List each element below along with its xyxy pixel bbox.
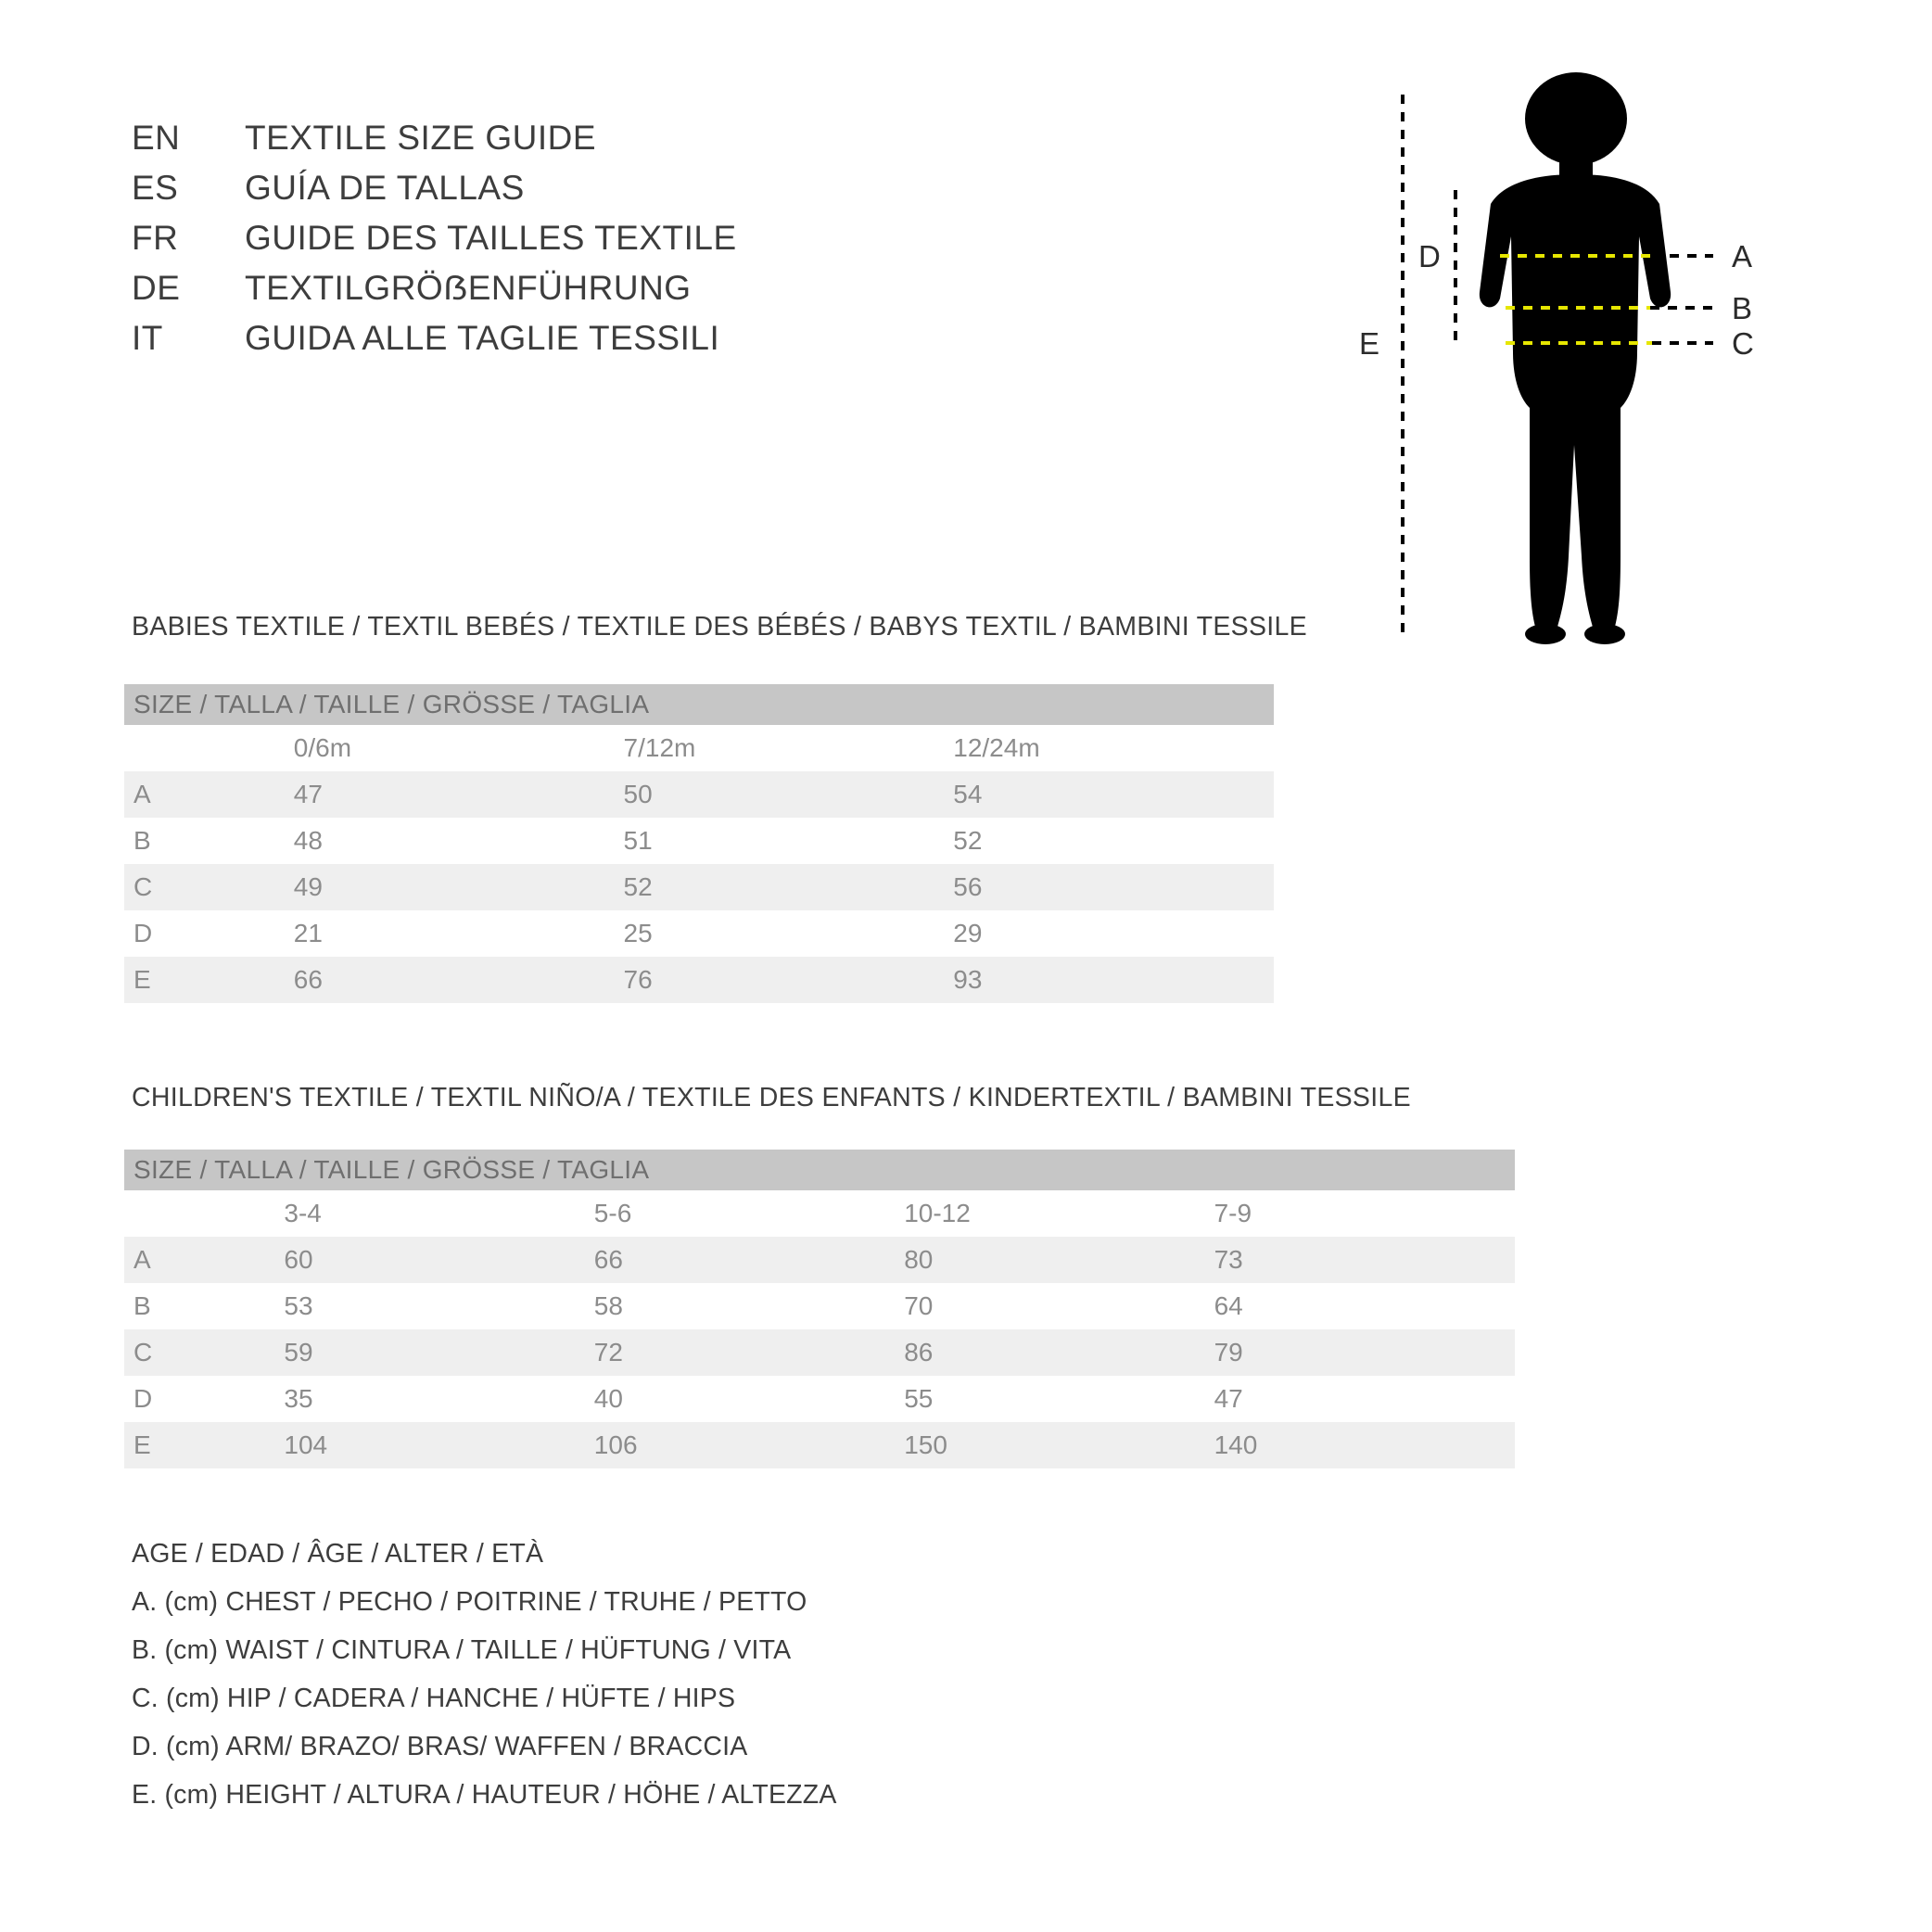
children-row-a-v0: 60 bbox=[274, 1237, 584, 1283]
table-row bbox=[124, 1376, 1515, 1422]
children-row-c-v0: 59 bbox=[274, 1329, 584, 1376]
children-table-header: SIZE / TALLA / TAILLE / GRÖSSE / TAGLIA bbox=[124, 1150, 1515, 1190]
children-size-1: 5-6 bbox=[585, 1190, 895, 1237]
babies-row-b-v0: 48 bbox=[285, 818, 615, 864]
babies-sizes-blank bbox=[124, 725, 285, 771]
children-row-c-v3: 79 bbox=[1205, 1329, 1515, 1376]
table-row bbox=[124, 771, 1274, 818]
children-row-b-v3: 64 bbox=[1205, 1283, 1515, 1329]
babies-row-b-v2: 52 bbox=[944, 818, 1274, 864]
babies-row-e-label: E bbox=[124, 957, 285, 1003]
figure-label-b: B bbox=[1732, 291, 1753, 325]
children-row-a-v1: 66 bbox=[585, 1237, 895, 1283]
children-row-e-v0: 104 bbox=[274, 1422, 584, 1468]
children-sizes-row bbox=[124, 1190, 1515, 1237]
title-lang-es: ES bbox=[132, 169, 179, 207]
figure-label-c: C bbox=[1732, 326, 1754, 361]
children-row-a-v2: 80 bbox=[895, 1237, 1204, 1283]
children-row-b-v2: 70 bbox=[895, 1283, 1204, 1329]
title-text-es: GUÍA DE TALLAS bbox=[245, 169, 525, 207]
figure-label-d: D bbox=[1418, 239, 1441, 273]
children-row-c-label: C bbox=[124, 1329, 274, 1376]
children-size-0: 3-4 bbox=[274, 1190, 584, 1237]
children-row-a-v3: 73 bbox=[1205, 1237, 1515, 1283]
children-size-3: 7-9 bbox=[1205, 1190, 1515, 1237]
legend-line-a: A. (cm) CHEST / PECHO / POITRINE / TRUHE / PETTO bbox=[132, 1587, 807, 1617]
children-section-caption: CHILDREN'S TEXTILE / TEXTIL NIÑO/A / TEXTILE DES ENFANTS / KINDERTEXTIL / BAMBINI TESSILE bbox=[132, 1083, 1411, 1112]
title-lang-it: IT bbox=[132, 319, 163, 357]
babies-row-e-v2: 93 bbox=[944, 957, 1274, 1003]
table-row bbox=[124, 957, 1274, 1003]
children-row-e-v3: 140 bbox=[1205, 1422, 1515, 1468]
table-row bbox=[124, 910, 1274, 957]
children-row-c-v2: 86 bbox=[895, 1329, 1204, 1376]
babies-row-a-v0: 47 bbox=[285, 771, 615, 818]
children-row-d-label: D bbox=[124, 1376, 274, 1422]
title-text-de: TEXTILGRÖẞENFÜHRUNG bbox=[245, 269, 692, 307]
children-row-c-v1: 72 bbox=[585, 1329, 895, 1376]
body-measurement-figure bbox=[1359, 74, 1826, 686]
babies-size-2: 12/24m bbox=[944, 725, 1274, 771]
children-table-header-row bbox=[124, 1150, 1515, 1190]
table-row bbox=[124, 1329, 1515, 1376]
title-row-es bbox=[132, 169, 1059, 219]
babies-row-c-label: C bbox=[124, 864, 285, 910]
babies-row-a-v2: 54 bbox=[944, 771, 1274, 818]
babies-row-d-v1: 25 bbox=[615, 910, 945, 957]
children-row-d-v2: 55 bbox=[895, 1376, 1204, 1422]
children-sizes-blank bbox=[124, 1190, 274, 1237]
table-row bbox=[124, 1283, 1515, 1329]
figure-label-a: A bbox=[1732, 239, 1753, 273]
children-row-d-v0: 35 bbox=[274, 1376, 584, 1422]
title-row-it bbox=[132, 319, 1059, 369]
babies-row-c-v0: 49 bbox=[285, 864, 615, 910]
babies-row-b-label: B bbox=[124, 818, 285, 864]
babies-size-0: 0/6m bbox=[285, 725, 615, 771]
title-lang-de: DE bbox=[132, 269, 181, 307]
legend-line-d: D. (cm) ARM/ BRAZO/ BRAS/ WAFFEN / BRACCIA bbox=[132, 1732, 748, 1761]
title-lang-fr: FR bbox=[132, 219, 179, 257]
children-row-d-v1: 40 bbox=[585, 1376, 895, 1422]
children-row-e-v1: 106 bbox=[585, 1422, 895, 1468]
title-text-en: TEXTILE SIZE GUIDE bbox=[245, 119, 597, 157]
babies-row-d-v0: 21 bbox=[285, 910, 615, 957]
legend-line-age: AGE / EDAD / ÂGE / ALTER / ETÀ bbox=[132, 1539, 544, 1569]
children-row-e-label: E bbox=[124, 1422, 274, 1468]
babies-row-a-v1: 50 bbox=[615, 771, 945, 818]
table-row bbox=[124, 1237, 1515, 1283]
babies-section-caption: BABIES TEXTILE / TEXTIL BEBÉS / TEXTILE DES BÉBÉS / BABYS TEXTIL / BAMBINI TESSILE bbox=[132, 612, 1307, 642]
babies-row-d-label: D bbox=[124, 910, 285, 957]
babies-row-c-v1: 52 bbox=[615, 864, 945, 910]
children-size-2: 10-12 bbox=[895, 1190, 1204, 1237]
babies-row-b-v1: 51 bbox=[615, 818, 945, 864]
babies-table-header-row bbox=[124, 684, 1274, 725]
children-row-a-label: A bbox=[124, 1237, 274, 1283]
children-row-b-v0: 53 bbox=[274, 1283, 584, 1329]
babies-row-e-v0: 66 bbox=[285, 957, 615, 1003]
legend-line-c: C. (cm) HIP / CADERA / HANCHE / HÜFTE / HIPS bbox=[132, 1684, 736, 1713]
children-row-b-v1: 58 bbox=[585, 1283, 895, 1329]
figure-label-e: E bbox=[1359, 326, 1380, 361]
legend-line-b: B. (cm) WAIST / CINTURA / TAILLE / HÜFTUNG / VITA bbox=[132, 1635, 792, 1665]
title-text-it: GUIDA ALLE TAGLIE TESSILI bbox=[245, 319, 720, 357]
children-size-table bbox=[124, 1150, 1515, 1468]
children-row-e-v2: 150 bbox=[895, 1422, 1204, 1468]
legend-line-e: E. (cm) HEIGHT / ALTURA / HAUTEUR / HÖHE / ALTEZZA bbox=[132, 1780, 837, 1810]
babies-sizes-row bbox=[124, 725, 1274, 771]
babies-row-d-v2: 29 bbox=[944, 910, 1274, 957]
title-block bbox=[132, 119, 1059, 369]
table-row bbox=[124, 864, 1274, 910]
title-row-fr bbox=[132, 219, 1059, 269]
title-row-de bbox=[132, 269, 1059, 319]
table-row bbox=[124, 1422, 1515, 1468]
babies-table-header: SIZE / TALLA / TAILLE / GRÖSSE / TAGLIA bbox=[124, 684, 1274, 725]
babies-row-e-v1: 76 bbox=[615, 957, 945, 1003]
babies-row-c-v2: 56 bbox=[944, 864, 1274, 910]
babies-size-table bbox=[124, 684, 1274, 1003]
child-silhouette-icon bbox=[1480, 72, 1671, 644]
measurement-legend bbox=[132, 1530, 837, 1819]
table-row bbox=[124, 818, 1274, 864]
babies-size-1: 7/12m bbox=[615, 725, 945, 771]
title-row-en bbox=[132, 119, 1059, 169]
title-lang-en: EN bbox=[132, 119, 181, 157]
title-text-fr: GUIDE DES TAILLES TEXTILE bbox=[245, 219, 737, 257]
babies-row-a-label: A bbox=[124, 771, 285, 818]
children-row-d-v3: 47 bbox=[1205, 1376, 1515, 1422]
children-row-b-label: B bbox=[124, 1283, 274, 1329]
